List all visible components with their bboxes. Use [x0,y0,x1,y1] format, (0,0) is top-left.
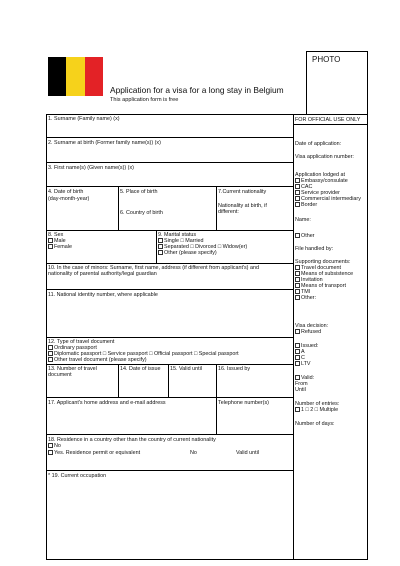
field-telephone[interactable]: Telephone number(s) [218,400,269,406]
checkbox-icon [48,450,53,455]
field-country-of-birth[interactable]: 6. Country of birth [120,210,163,216]
row-line [46,397,293,398]
field-issued-by[interactable]: 16. Issued by [218,366,251,372]
field-travel-doc-type: 12. Type of travel document [48,339,115,345]
option-label: Female [54,244,72,250]
official-date-application: Date of application: [295,141,342,147]
residence-valid-until: Valid until [236,450,259,456]
official-valid-until: Until [295,387,306,393]
option-label: Other (please specify) [164,250,217,256]
checkbox-icon [295,202,300,207]
option-residence-yes[interactable] [48,450,140,456]
option-refused[interactable] [295,329,321,335]
option-label: A [301,349,305,355]
checkbox-icon [295,277,300,282]
option-label: TMI [301,289,311,295]
checkbox-icon [295,233,300,238]
checkbox-icon [295,190,300,195]
row-line [46,434,293,435]
field-date-format: (day-month-year) [48,196,90,202]
row-line [46,470,293,471]
checkbox-icon [48,443,53,448]
official-name: Name: [295,217,311,223]
option-label: CAC [301,184,313,190]
field-current-nationality[interactable]: 7.Current nationality [218,189,267,195]
option-label: No [54,443,61,449]
option-label: Male [54,238,66,244]
checkbox-icon [158,250,163,255]
official-visa-decision: Visa decision: [295,323,329,329]
checkbox-icon [48,357,53,362]
checkbox-icon [295,271,300,276]
option-label: Single □ Married [164,238,204,244]
field-marital-status: 9. Marital status [158,232,197,238]
option-label: 1 □ 2 □ Multiple [301,407,339,413]
checkbox-icon [295,283,300,288]
option-label: Means of transport [301,283,346,289]
field-minors[interactable]: 10. In the case of minors: Surname, first name, address (if different from applicant's) and [48,265,259,271]
official-lodged-at: Application lodged at [295,172,346,178]
checkbox-icon [48,345,53,350]
option-entries[interactable] [295,407,338,413]
official-number-entries: Number of entries: [295,401,340,407]
option-label: Refused [301,329,322,335]
option-label: Travel document [301,265,341,271]
checkbox-icon [295,355,300,360]
option-label: Diplomatic passport □ Service passport □ Official passport □ Special passport [54,351,239,357]
checkbox-icon [48,351,53,356]
row-line [46,186,293,187]
col-line [168,364,169,397]
field-valid-until[interactable]: 15. Valid until [170,366,202,372]
row-line [46,263,293,264]
checkbox-icon [295,289,300,294]
row-line [46,289,293,290]
option-label: Commercial intermediary [301,196,361,202]
official-supporting-docs: Supporting documents: [295,259,351,265]
option-label: Separated □ Divorced □ Widow(er) [164,244,248,250]
page-subtitle: This application form is free [110,97,179,103]
flag-stripe-yellow [66,57,84,96]
checkbox-icon [295,361,300,366]
official-header: FOR OFFICIAL USE ONLY [295,117,361,123]
option-label: Valid: [301,375,315,381]
field-travel-doc-number-cont: document [48,372,72,378]
field-date-of-birth[interactable]: 4. Date of birth [48,189,84,195]
field-sex: 8. Sex [48,232,64,238]
field-date-of-issue[interactable]: 14. Date of issue [120,366,161,372]
flag-stripe-black [48,57,66,96]
field-surname[interactable]: 1. Surname (Family name) (x) [48,116,120,122]
field-minors-cont: nationality of parental authority/legal guardian [48,271,157,277]
official-handled-by: File handled by: [295,246,334,252]
col-line [216,186,217,230]
col-line [216,397,217,434]
option-border[interactable] [295,202,317,208]
option-other-supporting[interactable] [295,295,316,301]
field-place-of-birth[interactable]: 5. Place of birth [120,189,158,195]
option-issued-ltv[interactable] [295,361,311,367]
option-other-travel-doc[interactable] [48,357,147,363]
checkbox-icon [158,244,163,249]
option-label: LTV [301,361,311,367]
col-line [156,230,157,263]
field-surname-at-birth[interactable]: 2. Surname at birth (Former family name(s)) (x) [48,140,161,146]
checkbox-icon [295,349,300,354]
official-divider [293,114,294,560]
option-label: Other: [301,295,316,301]
field-national-id[interactable]: 11. National identity number, where applicable [48,292,158,298]
option-label: Service provider [301,190,340,196]
official-number-days: Number of days: [295,421,335,427]
checkbox-icon [295,196,300,201]
page-title: Application for a visa for a long stay in Belgium [110,85,284,95]
checkbox-icon [48,238,53,243]
option-other-marital[interactable] [158,250,217,256]
option-label: Means of subsistence [301,271,354,277]
photo-label: PHOTO [312,55,341,64]
field-first-names[interactable]: 3. First name(s) (Given name(s)) (x) [48,165,134,171]
checkbox-icon [295,329,300,334]
col-line [118,186,119,230]
option-label: Other travel document (please specify) [54,357,147,363]
option-female[interactable] [48,244,72,250]
field-residence-other-country: 18. Residence in a country other than the country of current nationality [48,437,216,443]
col-line [118,364,119,397]
checkbox-icon [295,295,300,300]
row-line [46,162,293,163]
option-label: Invitation [301,277,323,283]
option-label: Yes. Residence permit or equivalent [54,450,141,456]
row-line [46,337,293,338]
residence-permit-no: No [190,450,197,456]
option-label: Embassy/consulate [301,178,348,184]
row-line [46,230,293,231]
checkbox-icon [295,407,300,412]
belgium-flag [48,57,103,96]
checkbox-icon [48,244,53,249]
field-nationality-different: different: [218,209,239,215]
col-line [216,364,217,397]
checkbox-icon [295,375,300,380]
flag-stripe-red [85,57,103,96]
official-other[interactable] [295,233,314,239]
checkbox-icon [295,178,300,183]
checkbox-icon [295,184,300,189]
option-label: Border [301,202,318,208]
field-home-address[interactable]: 17. Applicant's home address and e-mail address [48,400,166,406]
option-residence-no[interactable] [48,443,61,449]
checkbox-icon [295,265,300,270]
field-current-occupation[interactable]: * 19. Current occupation [48,473,107,479]
official-valid-from: From [295,381,308,387]
checkbox-icon [158,238,163,243]
option-label: Other [301,233,315,239]
option-label: C [301,355,305,361]
field-travel-doc-number[interactable]: 13. Number of travel [48,366,97,372]
option-label: Issued: [301,343,319,349]
checkbox-icon [295,343,300,348]
option-label: Ordinary passport [54,345,97,351]
row-line [46,137,293,138]
official-header-line [293,124,368,125]
row-line [46,364,293,365]
field-nationality-at-birth[interactable]: Nationality at birth, if [218,203,267,209]
official-visa-number: Visa application number: [295,154,354,160]
